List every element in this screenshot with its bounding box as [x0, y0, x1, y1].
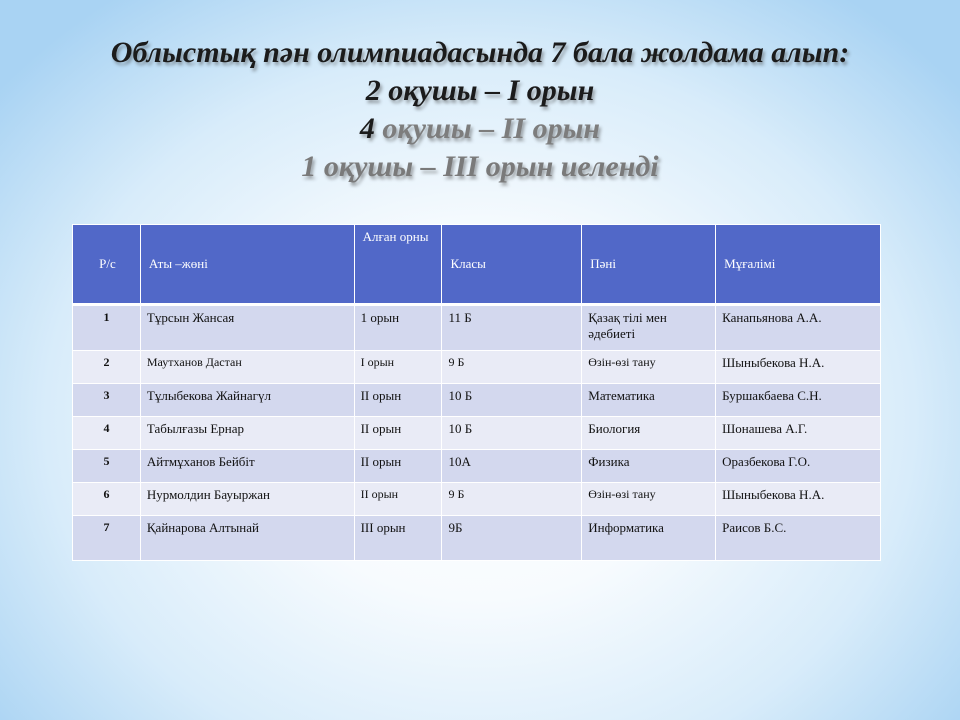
cell-name: Айтмұханов Бейбіт [140, 450, 354, 483]
cell-place: ІІІ орын [354, 516, 442, 561]
cell-num: 2 [73, 351, 141, 384]
cell-place: І орын [354, 351, 442, 384]
header-place: Алған орны [354, 225, 442, 305]
cell-num: 3 [73, 384, 141, 417]
header-class: Класы [442, 225, 582, 305]
cell-num: 1 [73, 305, 141, 351]
cell-subject: Өзін-өзі тану [582, 351, 716, 384]
cell-num: 7 [73, 516, 141, 561]
cell-teacher: Канапьянова А.А. [716, 305, 881, 351]
cell-teacher: Раисов Б.С. [716, 516, 881, 561]
table-row [73, 450, 881, 483]
title-line-4: 1 оқушы – ІІІ орын иеленді [301, 150, 659, 183]
cell-place: ІІ орын [354, 417, 442, 450]
cell-class: 10А [442, 450, 582, 483]
title-line-2: 2 оқушы – І орын [365, 74, 595, 107]
cell-subject: Биология [582, 417, 716, 450]
cell-teacher: Шыныбекова Н.А. [716, 483, 881, 516]
results-table [72, 224, 881, 561]
cell-num: 5 [73, 450, 141, 483]
cell-class: 11 Б [442, 305, 582, 351]
table-row [73, 417, 881, 450]
cell-name: Табылғазы Ернар [140, 417, 354, 450]
cell-teacher: Буршакбаева С.Н. [716, 384, 881, 417]
table-row [73, 516, 881, 561]
cell-class: 9 Б [442, 483, 582, 516]
header-subject: Пәні [582, 225, 716, 305]
cell-name: Маутханов Дастан [140, 351, 354, 384]
cell-name: Қайнарова Алтынай [140, 516, 354, 561]
title-line-3 [0, 110, 960, 148]
cell-class: 10 Б [442, 417, 582, 450]
cell-teacher: Оразбекова Г.О. [716, 450, 881, 483]
cell-subject: Математика [582, 384, 716, 417]
cell-subject: Физика [582, 450, 716, 483]
table-row [73, 483, 881, 516]
table-row [73, 384, 881, 417]
cell-num: 4 [73, 417, 141, 450]
cell-class: 9Б [442, 516, 582, 561]
table-row [73, 305, 881, 351]
cell-teacher: Шонашева А.Г. [716, 417, 881, 450]
title-line-3-number: 4 [359, 112, 375, 145]
cell-num: 6 [73, 483, 141, 516]
cell-class: 10 Б [442, 384, 582, 417]
cell-subject: Өзін-өзі тану [582, 483, 716, 516]
cell-teacher: Шыныбекова Н.А. [716, 351, 881, 384]
cell-class: 9 Б [442, 351, 582, 384]
header-name: Аты –жөні [140, 225, 354, 305]
cell-name: Тұрсын Жансая [140, 305, 354, 351]
cell-name: Нурмолдин Бауыржан [140, 483, 354, 516]
title-line-3-text: оқушы – ІІ орын [374, 112, 601, 145]
slide-title [0, 34, 960, 186]
cell-subject: Информатика [582, 516, 716, 561]
table-row [73, 351, 881, 384]
cell-place: ІІ орын [354, 450, 442, 483]
cell-subject: Қазақ тілі мен әдебиеті [582, 305, 716, 351]
cell-place: ІІ орын [354, 483, 442, 516]
header-teacher: Мұғалімі [716, 225, 881, 305]
table-header-row [73, 225, 881, 305]
header-num: Р/с [73, 225, 141, 305]
cell-name: Тұлыбекова Жайнагүл [140, 384, 354, 417]
title-line-1: Облыстық пән олимпиадасында 7 бала жолдама алып: [110, 36, 850, 69]
cell-place: 1 орын [354, 305, 442, 351]
cell-place: ІІ орын [354, 384, 442, 417]
